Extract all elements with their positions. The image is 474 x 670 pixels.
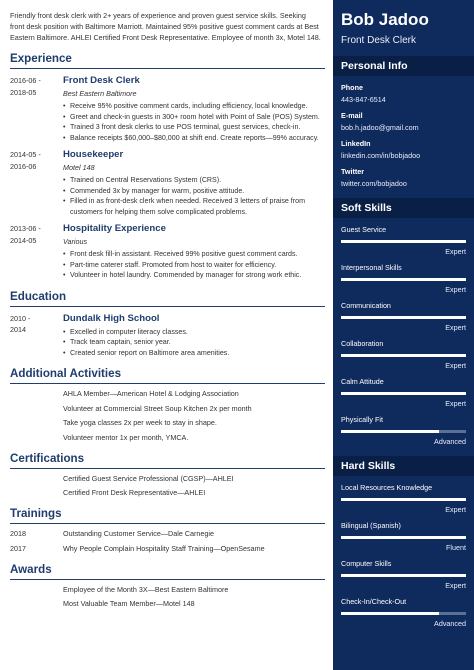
- list-item: 2017 Why People Complain Hospitality Staff Training—OpenSesame: [10, 543, 265, 553]
- activities-list: [10, 388, 325, 443]
- linkedin-label: LinkedIn: [341, 139, 371, 148]
- job-title: Hospitality Experience: [63, 223, 166, 234]
- soft-skills: [333, 225, 474, 446]
- skill-bar-fill: [341, 392, 466, 395]
- skill-name: Local Resources Knowledge: [341, 483, 433, 492]
- phone-value: 443-847-6514: [341, 95, 386, 104]
- bullet-item: • Balance receipts $60,000–$80,000 at shift end. Create reports—99% accuracy.: [63, 133, 325, 144]
- hard-skills-heading: Hard Skills: [333, 456, 474, 476]
- skill-bar: [341, 240, 466, 243]
- skill-bar-fill: [341, 612, 439, 615]
- list-item: Certified Front Desk Representative—AHLEI: [63, 488, 206, 497]
- awards-list: [10, 584, 325, 610]
- skill-bar: [341, 316, 466, 319]
- list-item: Volunteer mentor 1x per month, YMCA.: [63, 432, 189, 442]
- list-item: Take yoga classes 2x per week to stay in shape.: [63, 418, 217, 427]
- skill-level: Expert: [445, 247, 466, 256]
- trainings-heading: Trainings: [10, 507, 325, 524]
- list-item: AHLA Member—American Hotel & Lodging Association: [63, 389, 239, 398]
- skill-level: Expert: [445, 285, 466, 294]
- bullet-item: • Front desk fill-in assistant. Received 99% positive guest comment cards.: [63, 249, 325, 260]
- entry-dates: 2016-06 - 2018-05: [10, 76, 41, 97]
- school-name: Dundalk High School: [63, 312, 160, 324]
- phone-label: Phone: [341, 83, 363, 92]
- personal-info-heading: Personal Info: [333, 56, 474, 76]
- skill-item: [341, 263, 466, 294]
- company-name: Best Eastern Baltimore: [63, 89, 137, 98]
- email-label: E-mail: [341, 111, 363, 120]
- candidate-role: Front Desk Clerk: [341, 35, 417, 46]
- candidate-name: Bob Jadoo: [341, 10, 429, 29]
- list-item: Certified Guest Service Professional (CGSP)—AHLEI: [63, 473, 234, 483]
- skill-name: Collaboration: [341, 339, 384, 348]
- bullet-item: • Commended 3x by manager for warm, positive attitude.: [63, 186, 325, 197]
- skill-level: Expert: [445, 505, 466, 514]
- skill-level: Advanced: [434, 437, 466, 446]
- entry-dates: 2010 - 2014: [10, 313, 31, 334]
- job-title: Housekeeper: [63, 149, 124, 160]
- skill-item: [341, 521, 466, 552]
- bullet-item: • Created senior report on Baltimore area amenities.: [63, 348, 325, 359]
- skill-bar-fill: [341, 574, 466, 577]
- bullet-item: • Receive 95% positive comment cards, including efficiency, local knowledge.: [63, 101, 325, 112]
- company-name: Motel 148: [63, 163, 95, 172]
- activities-heading: Additional Activities: [10, 367, 325, 384]
- skill-level: Advanced: [434, 619, 466, 628]
- skill-item: [341, 483, 466, 514]
- skill-bar: [341, 574, 466, 577]
- bullet-item: • Trained 3 front desk clerks to use POS terminal, guest services, check-in.: [63, 122, 325, 133]
- soft-skills-heading: Soft Skills: [333, 198, 474, 218]
- skill-bar: [341, 536, 466, 539]
- skill-name: Check-In/Check-Out: [341, 597, 407, 606]
- summary-text: Friendly front desk clerk with 2+ years of experience and proven guest service skills. Seeking front desk position with Baltimore Marriott. Maintained 95% positive guest comment cards at Best Eastern Baltimore. AHLEI Certified Front Desk Representative. Employee of month 3x, Motel 148.: [10, 11, 321, 42]
- skill-item: [341, 377, 466, 408]
- experience-heading: Experience: [10, 52, 325, 69]
- company-name: Various: [63, 237, 88, 246]
- skill-bar: [341, 498, 466, 501]
- job-title: Front Desk Clerk: [63, 75, 140, 86]
- bullet-item: • Part-time caterer staff. Promoted from host to waiter for efficiency.: [63, 260, 325, 271]
- skill-item: [341, 597, 466, 628]
- skill-name: Physically Fit: [341, 415, 383, 424]
- skill-item: [341, 559, 466, 590]
- skill-bar: [341, 354, 466, 357]
- bullet-list: [63, 101, 325, 143]
- experience-entry: [10, 149, 325, 217]
- skill-bar: [341, 278, 466, 281]
- experience-entry: [10, 223, 325, 281]
- skill-name: Guest Service: [341, 225, 387, 234]
- skill-level: Expert: [445, 581, 466, 590]
- skill-item: [341, 225, 466, 256]
- list-item: 2018 Outstanding Customer Service—Dale Carnegie: [10, 529, 215, 538]
- entry-dates: 2013-06 - 2014-05: [10, 224, 41, 245]
- bullet-list: [63, 327, 325, 359]
- skill-bar-fill: [341, 536, 466, 539]
- skill-name: Interpersonal Skills: [341, 263, 402, 272]
- bullet-list: [63, 249, 325, 281]
- bullet-item: • Excelled in computer literacy classes.: [63, 327, 325, 338]
- skill-item: [341, 301, 466, 332]
- skill-bar-fill: [341, 430, 439, 433]
- skill-level: Fluent: [446, 543, 466, 552]
- awards-heading: Awards: [10, 563, 325, 580]
- sidebar: [333, 0, 474, 670]
- hard-skills: [333, 483, 474, 628]
- list-item: Employee of the Month 3X—Best Eastern Baltimore: [63, 584, 229, 594]
- skill-bar-fill: [341, 316, 466, 319]
- skill-name: Bilingual (Spanish): [341, 521, 401, 530]
- experience-entry: [10, 75, 325, 143]
- certifications-heading: Certifications: [10, 452, 325, 469]
- education-entry: [10, 313, 325, 359]
- skill-bar: [341, 430, 466, 433]
- skill-name: Calm Attitude: [341, 377, 384, 386]
- twitter-value[interactable]: twitter.com/bobjadoo: [341, 179, 407, 188]
- skill-item: [341, 339, 466, 370]
- personal-info: [333, 83, 474, 188]
- linkedin-value[interactable]: linkedin.com/in/bobjadoo: [341, 151, 421, 160]
- skill-bar-fill: [341, 354, 466, 357]
- email-value[interactable]: bob.h.jadoo@gmail.com: [341, 123, 419, 132]
- list-item: Most Valuable Team Member—Motel 148: [63, 599, 195, 608]
- list-item: Volunteer at Commercial Street Soup Kitchen 2x per month: [63, 403, 252, 413]
- trainings-list: [10, 528, 325, 554]
- education-heading: Education: [10, 290, 325, 307]
- bullet-item: • Filled in as front-desk clerk when needed. Received 3 letters of praise from customers for helping them solve complicated problems.: [63, 196, 325, 217]
- skill-bar: [341, 392, 466, 395]
- skill-level: Expert: [445, 361, 466, 370]
- skill-item: [341, 415, 466, 446]
- skill-level: Expert: [445, 323, 466, 332]
- skill-bar-fill: [341, 240, 466, 243]
- skill-level: Expert: [445, 399, 466, 408]
- bullet-list: [63, 175, 325, 217]
- skill-bar: [341, 612, 466, 615]
- skill-name: Communication: [341, 301, 391, 310]
- skill-bar-fill: [341, 498, 466, 501]
- bullet-item: • Volunteer in hotel laundry. Commended by manager for strong work ethic.: [63, 270, 325, 281]
- skill-name: Computer Skills: [341, 559, 392, 568]
- bullet-item: • Trained on Central Reservations System (CRS).: [63, 175, 325, 186]
- certifications-list: [10, 473, 325, 499]
- twitter-label: Twitter: [341, 167, 365, 176]
- skill-bar-fill: [341, 278, 466, 281]
- entry-dates: 2014-05 - 2016-06: [10, 150, 41, 171]
- bullet-item: • Track team captain, senior year.: [63, 337, 325, 348]
- bullet-item: • Greet and check-in guests in 300+ room hotel with Point of Sale (POS) System.: [63, 112, 325, 123]
